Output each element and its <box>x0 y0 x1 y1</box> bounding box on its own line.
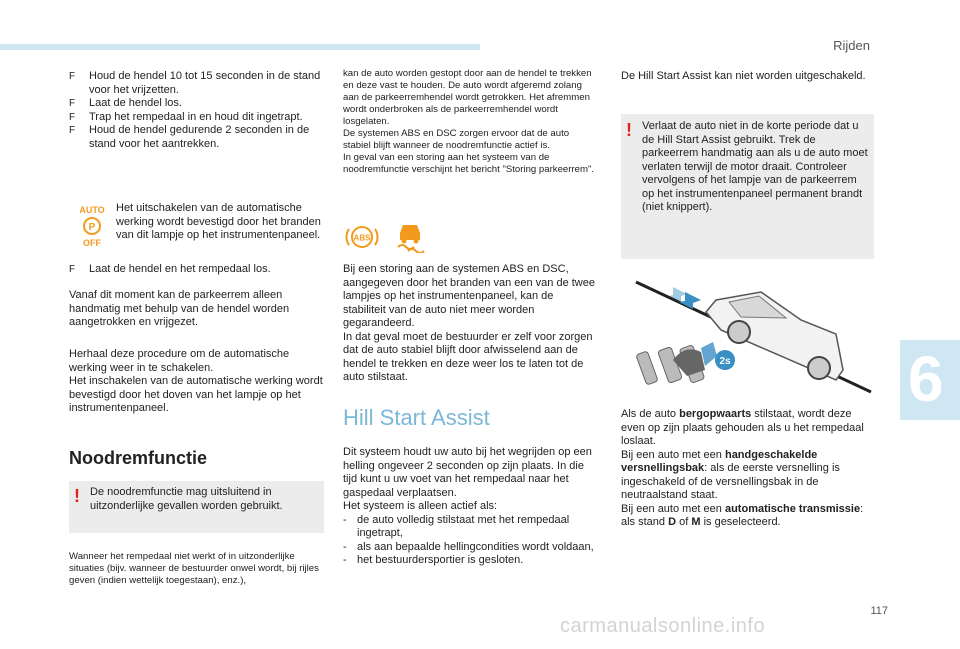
page-number: 117 <box>870 605 888 617</box>
steps-list-2 <box>69 263 324 277</box>
steps-list-1 <box>69 70 324 151</box>
small-text: Wanneer het rempedaal niet werkt of in uitzonderlijke situaties (bijv. wanneer de bestuurder onwel wordt, bij rijles geven (indien wettelijk toegestaan), enz.), <box>69 551 319 586</box>
warning-text: Verlaat de auto niet in de korte periode dat u de Hill Start Assist gebruikt. Trek de parkeerrem handmatig aan als u de auto moet verlaten terwijl de motor draait. Controleer vervolgens of het lampje van de parkeerrem op het instrumentenpaneel permanent brandt (niet knippert). <box>642 120 868 213</box>
hsa-conditions-text: Als de auto bergopwaarts stilstaat, wordt deze even op zijn plaats gehouden als u het rempedaal loslaat. Bij een auto met een handgeschakelde versnellingsbak: als de eerste versnelling is ingeschakeld of de versnellingsbak in de neutraalstand staat. Bij een auto met een automatische transmissie: als stand D of M is geselecteerd. <box>621 408 864 528</box>
step-item: F Trap het rempedaal in en houd dit ingetrapt. <box>69 111 324 125</box>
condition-item: - de auto volledig stilstaat met het rempedaal ingetrapt, <box>343 514 598 541</box>
step-item: F Houd de hendel 10 tot 15 seconden in de stand voor het vrijzetten. <box>69 70 324 97</box>
step-item: F Laat de hendel los. <box>69 97 324 111</box>
watermark: carmanualsonline.info <box>560 615 766 637</box>
paragraph: Vanaf dit moment kan de parkeerrem alleen handmatig met behulp van de hendel worden aangetrokken en vrijgezet. <box>69 289 290 328</box>
auto-park-off-icon <box>77 204 107 248</box>
hsa-description: Dit systeem houdt uw auto bij het wegrijden op een helling ongeveer 2 seconden op zijn plaats. In die tijd kunt u uw voet van het rempedaal naar het gaspedaal verplaatsen. Het systeem is alleen actief als: - de auto volledig stilstaat met het rempedaal ingetrapt, - als aan bepaalde hellingcondities wordt voldaan, - het bestuurdersportier is gesloten. <box>343 446 598 568</box>
svg-text:AUTO: AUTO <box>79 205 105 215</box>
svg-text:2s: 2s <box>719 356 731 367</box>
condition-item: - het bestuurdersportier is gesloten. <box>343 554 598 568</box>
chapter-number: 6 <box>908 343 944 415</box>
hill-start-illustration <box>621 262 874 402</box>
step-item: F Houd de hendel gedurende 2 seconden in de stand voor het aantrekken. <box>69 124 324 151</box>
warning-icon: ! <box>74 486 80 506</box>
dsc-warning-icon <box>392 219 428 253</box>
chapter-tab <box>900 340 960 420</box>
warning-text: De noodremfunctie mag uitsluitend in uitzonderlijke gevallen worden gebruikt. <box>90 486 283 512</box>
svg-text:OFF: OFF <box>83 238 101 248</box>
heading-hill-start-assist: Hill Start Assist <box>343 405 490 430</box>
paragraph: Bij een storing aan de systemen ABS en DSC, aangegeven door het branden van een van de twee lampjes op het instrumentenpaneel, kan de stabiliteit van de auto niet meer worden gegarandeerd. In dat geval moet de bestuurder er zelf voor zorgen dat de auto stabiel blijft door afwisselend aan de hendel te trekken en deze weer los te laten tot de auto stilstaat. <box>343 263 595 383</box>
step-item: F Laat de hendel en het rempedaal los. <box>69 263 324 277</box>
svg-text:P: P <box>88 222 96 233</box>
auto-off-text: Het uitschakelen van de automatische werking wordt bevestigd door het branden van dit lampje op het instrumentenpaneel. <box>116 202 321 241</box>
small-text-block: kan de auto worden gestopt door aan de hendel te trekken en deze vast te houden. De auto wordt afgeremd zolang aan de parkeerremhendel wordt getrokken. Het afremmen wordt onderbroken als de parkeerremhendel wordt losgelaten. De systemen ABS en DSC zorgen ervoor dat de auto stabiel blijft wanneer de noodremfunctie actief is. In geval van een storing aan het systeem van de noodremfunctie verschijnt het bericht "Storing parkeerrem". <box>343 68 595 175</box>
paragraph: Herhaal deze procedure om de automatische werking weer in te schakelen. Het inschakelen van de automatische werking wordt bevestigd door het doven van het lampje op het instrumentenpaneel. <box>69 348 323 414</box>
header-bar <box>0 44 480 50</box>
warning-icon: ! <box>626 120 632 140</box>
svg-text:ABS: ABS <box>353 233 371 243</box>
paragraph: De Hill Start Assist kan niet worden uitgeschakeld. <box>621 70 866 82</box>
abs-warning-icon <box>344 223 380 251</box>
section-title: Rijden <box>833 38 870 53</box>
heading-noodremfunctie: Noodremfunctie <box>69 448 208 468</box>
condition-item: - als aan bepaalde hellingcondities wordt voldaan, <box>343 541 598 555</box>
